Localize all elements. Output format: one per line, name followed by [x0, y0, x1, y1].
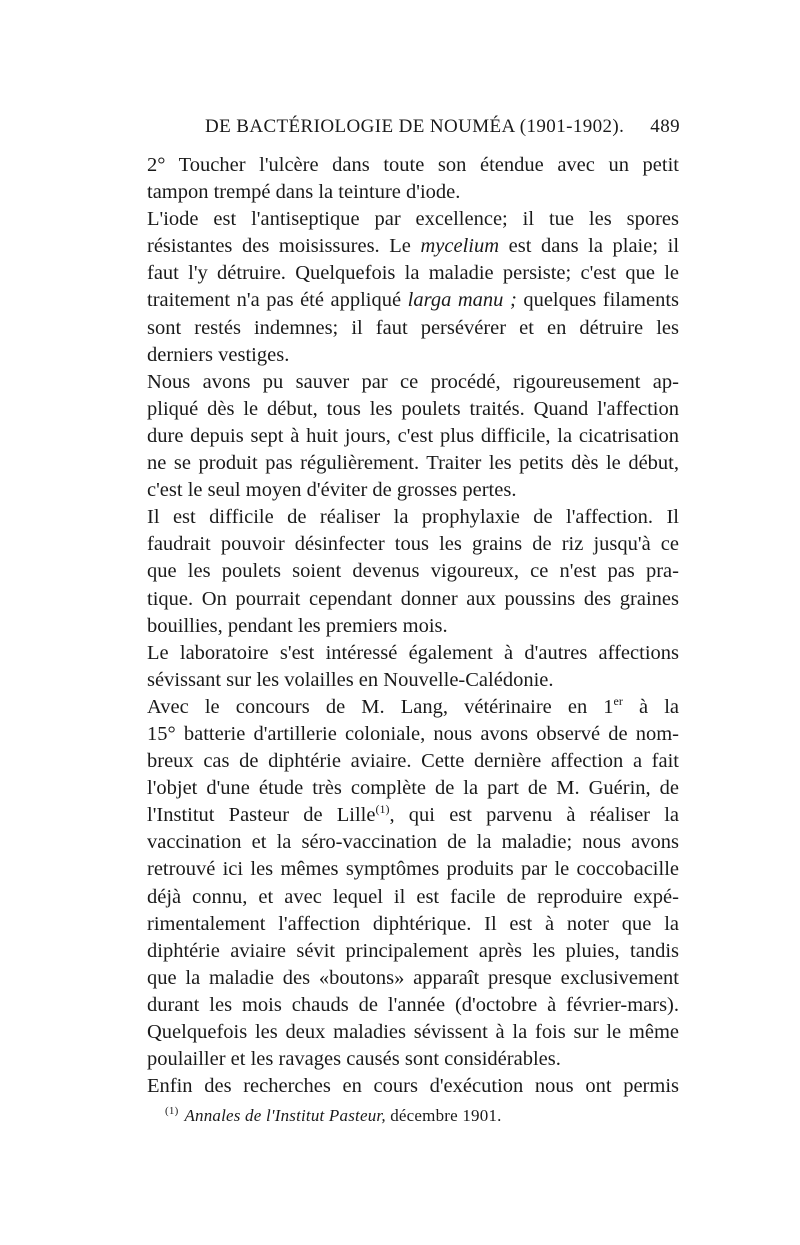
text-line: tique. On pourrait cependant donner aux poussins des graines [147, 587, 679, 610]
footnote-reference: (1) [375, 802, 390, 817]
text-line: bouillies, pendant les premiers mois. [147, 614, 448, 637]
text-fragment: résistantes des moisissures. Le [147, 235, 411, 258]
text-line: pliqué dès le début, tous les poulets traités. Quand l'affection [147, 397, 679, 420]
text-line: poulailler et les ravages causés sont considérables. [147, 1048, 561, 1071]
text-line: que les poulets soient devenus vigoureux, ce n'est pas pra- [147, 560, 679, 583]
superscript: er [613, 694, 623, 709]
text-line [147, 694, 679, 721]
text-line: rimentalement l'affection diphtérique. Il est à noter que la [147, 912, 679, 935]
text-line: retrouvé ici les mêmes symptômes produits par le coccobacille [147, 858, 679, 881]
text-line: vaccination et la séro-vaccination de la maladie; nous avons [147, 831, 679, 854]
text-line [147, 233, 679, 260]
text-line: Le laboratoire s'est intéressé également à d'autres affections [147, 641, 679, 664]
text-line: sont restés indemnes; il faut persévérer et en détruire les [147, 316, 679, 339]
text-line: Enfin des recherches en cours d'exécution nous ont permis [147, 1075, 679, 1098]
text-fragment: à la [638, 695, 679, 718]
text-line: dure depuis sept à huit jours, c'est plus difficile, la cicatrisation [147, 424, 679, 447]
page-number: 489 [650, 116, 680, 137]
text-fragment: Avec le concours de M. Lang, vétérinaire en 1 [147, 695, 614, 718]
text-line: l'objet d'une étude très complète de la part de M. Guérin, de [147, 777, 679, 800]
text-fragment: traitement n'a pas été appliqué [147, 289, 402, 312]
paragraph [147, 206, 679, 369]
text-line: Nous avons pu sauver par ce procédé, rigoureusement ap- [147, 370, 679, 393]
text-line: faut l'y détruire. Quelquefois la maladie persiste; c'est que le [147, 262, 679, 285]
body-text [147, 152, 679, 1100]
text-line: L'iode est l'antiseptique par excellence; il tue les spores [147, 208, 679, 231]
text-line [147, 287, 679, 314]
paragraph [147, 694, 679, 1073]
text-fragment: l'Institut Pasteur de Lille [147, 804, 376, 827]
footnote-date: décembre 1901. [390, 1106, 502, 1125]
footnote-source: Annales de l'Institut Pasteur, [184, 1106, 386, 1125]
text-line: tampon trempé dans la teinture d'iode. [147, 181, 461, 204]
paragraph [147, 1073, 679, 1100]
text-line: que la maladie des «boutons» apparaît presque exclusivement [147, 966, 679, 989]
text-line: diphtérie aviaire sévit principalement après les pluies, tandis [147, 939, 679, 962]
text-line: Il est difficile de réaliser la prophylaxie de l'affection. Il [147, 506, 679, 529]
text-line [147, 802, 679, 829]
paragraph [147, 504, 679, 639]
text-fragment: , qui est parvenu à réaliser la [389, 804, 679, 827]
text-line: 2° Toucher l'ulcère dans toute son étendue avec un petit [147, 154, 679, 176]
paragraph [147, 640, 679, 694]
text-fragment: quelques filaments [523, 289, 680, 312]
text-line: Quelquefois les deux maladies sévissent à la fois sur le même [147, 1021, 679, 1043]
paragraph [147, 152, 679, 206]
page-header [145, 116, 680, 140]
text-line: breux cas de diphtérie aviaire. Cette dernière affection a fait [147, 750, 679, 773]
text-fragment-italic: larga manu ; [407, 289, 517, 312]
text-fragment: est dans la plaie; il [508, 235, 680, 258]
text-line: ne se produit pas régulièrement. Traiter les petits dès le début, [147, 452, 679, 475]
running-title: DE BACTÉRIOLOGIE DE NOUMÉA (1901-1902). [205, 116, 625, 137]
text-line: c'est le seul moyen d'éviter de grosses pertes. [147, 479, 517, 502]
paragraph [147, 369, 679, 504]
footnote [165, 1106, 502, 1126]
text-line: sévissant sur les volailles en Nouvelle-Calédonie. [147, 668, 554, 691]
text-line: durant les mois chauds de l'année (d'octobre à février-mars). [147, 993, 679, 1016]
text-line: déjà connu, et avec lequel il est facile de reproduire expé- [147, 885, 679, 908]
footnote-mark: (1) [165, 1105, 179, 1118]
text-fragment-italic: mycelium [420, 235, 500, 258]
text-line: derniers vestiges. [147, 343, 290, 366]
text-line: 15° batterie d'artillerie coloniale, nous avons observé de nom- [147, 722, 679, 745]
text-line: faudrait pouvoir désinfecter tous les grains de riz jusqu'à ce [147, 533, 679, 556]
